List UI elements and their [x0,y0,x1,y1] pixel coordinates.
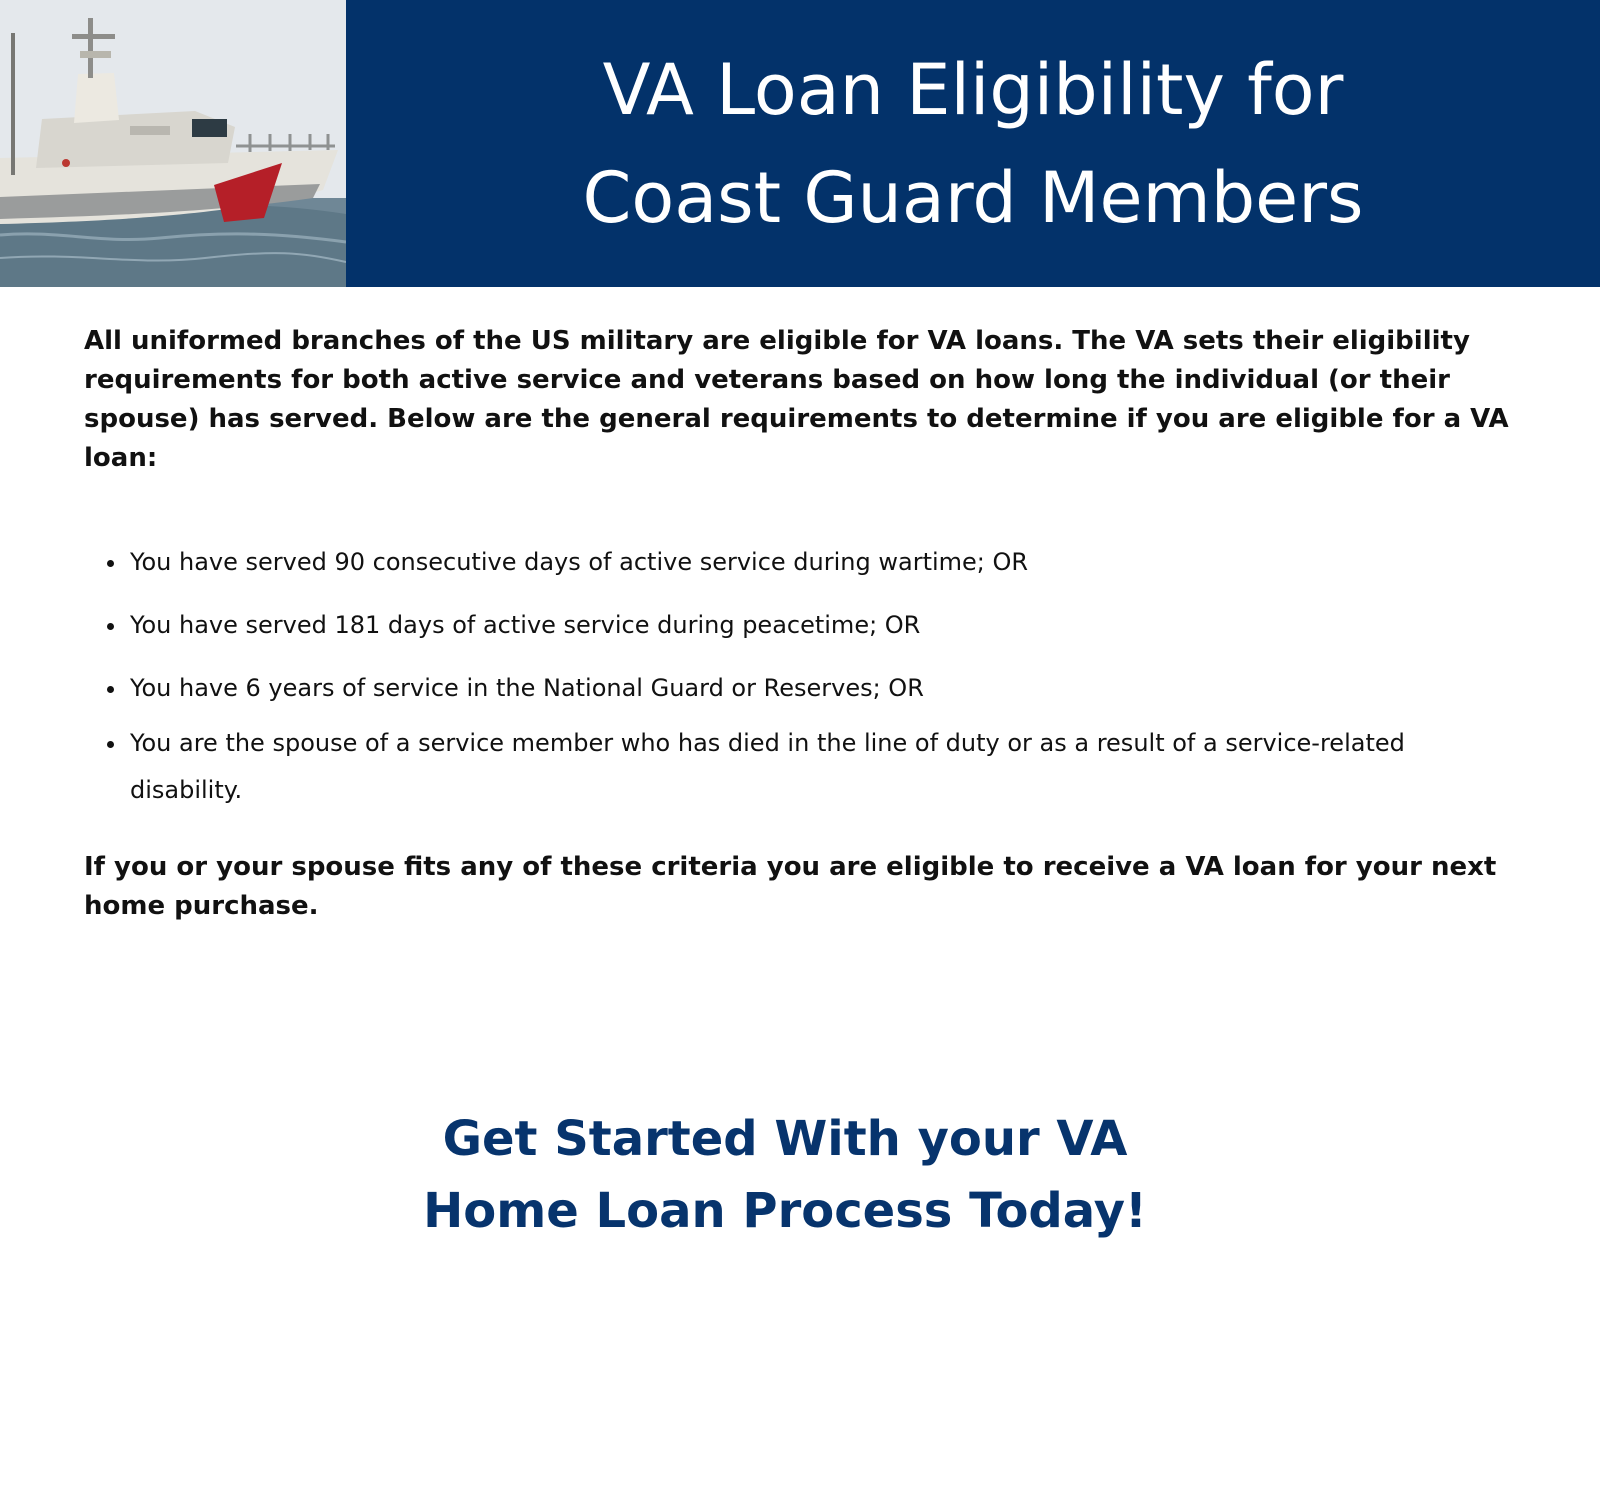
cta-line-2: Home Loan Process Today! [423,1183,1147,1239]
intro-paragraph: All uniformed branches of the US military are eligible for VA loans. The VA sets their eligibility requirements for both active service and veterans based on how long the individual (or their spouse) has served. Below are the general requirements to determine if you are eligible for a VA loan: [84,326,1509,473]
eligibility-criteria-list [84,539,1514,814]
page-title-line-1: VA Loan Eligibility for [602,48,1344,131]
page-title-line-2: Coast Guard Members [582,156,1364,239]
eligibility-criterion: • You have 6 years of service in the National Guard or Reserves; OR [128,665,1514,712]
main-content [84,322,1514,926]
eligibility-criterion: • You have served 90 consecutive days of active service during wartime; OR [128,539,1514,586]
eligibility-criterion: • You are the spouse of a service member who has died in the line of duty or as a result of a service-related disability. [128,720,1514,814]
page-title [583,36,1364,252]
cta-line-1: Get Started With your VA [442,1111,1128,1167]
coast-guard-boat-image [0,0,346,287]
closing-paragraph: If you or your spouse fits any of these criteria you are eligible to receive a VA loan for your next home purchase. [84,852,1497,921]
eligibility-criterion: • You have served 181 days of active service during peacetime; OR [128,602,1514,649]
header-title-panel [346,0,1600,287]
page-header [0,0,1600,287]
cta-heading [0,1103,1570,1247]
